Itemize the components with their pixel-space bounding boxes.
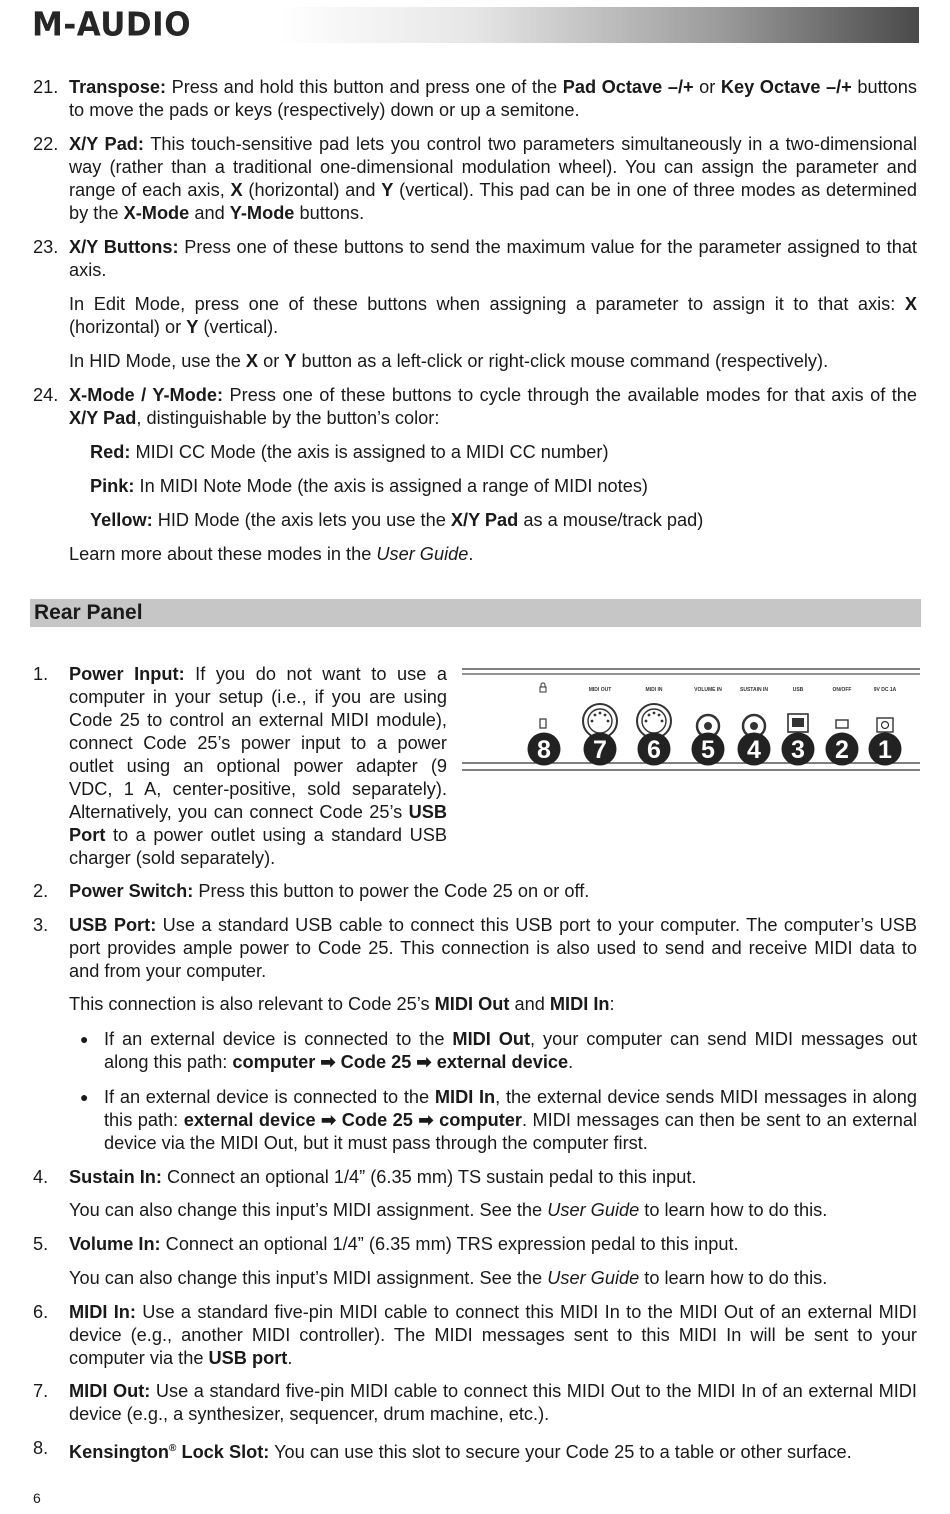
item-number: 7. [33,1381,49,1401]
text: as a mouse/track pad) [518,510,704,530]
registered-mark: ® [169,1443,177,1454]
text: and [189,203,230,223]
text: In Edit Mode, press one of these buttons when assigning a parameter to assign it to that axis: [69,294,905,314]
text: In MIDI Note Mode (the axis is assigned a range of MIDI notes) [134,476,648,496]
item-label: Volume In: [69,1234,161,1254]
text: or [258,351,285,371]
mode-label: Red: [90,442,131,462]
item-text [69,880,917,903]
bold-text: X [904,294,917,314]
item-label: Power Input: [69,664,185,684]
item-label: X/Y Pad: [69,134,144,154]
bold-text: X [245,351,259,371]
bold-text: MIDI Out [452,1029,531,1049]
callout-label: 4 [747,736,761,764]
panel-label-volume-in: VOLUME IN [694,687,722,693]
callout-8 [528,733,561,766]
power-switch-icon [836,720,848,728]
panel-label-usb: USB [792,687,804,693]
callout-6 [638,733,671,766]
item-label: MIDI Out: [69,1381,151,1401]
text: This touch-sensitive pad lets you control two parameters simultaneously in a two-dimensional way (rather than a traditional one-dimensional modulation wheel). You can assign the parameter and range of each axis, [69,134,918,200]
text: . MIDI messages can then be sent to an external device via the MIDI Out, but it must pass through the computer first. [104,1110,917,1153]
text: You can use this slot to secure your Code 25 to a table or other surface. [269,1442,852,1463]
text: You can also change this input’s MIDI assignment. See the [69,1268,548,1288]
text: This connection is also relevant to Code 25’s [69,994,435,1014]
callout-2 [826,733,859,766]
callout-4 [738,733,771,766]
text: Use a standard five-pin MIDI cable to connect this MIDI In to the MIDI Out of an external MIDI device (e.g., another MIDI controller). The MIDI messages sent to this MIDI In will be sent to your computer via the [69,1302,917,1368]
bold-text: X-Mode [123,203,190,223]
paragraph [69,1267,917,1290]
italic-text: User Guide [547,1268,640,1288]
bold-text: Y [186,317,199,337]
text: Learn more about these modes in the [69,544,377,564]
mode-line-yellow [90,509,910,532]
item-number: 24. [33,385,59,405]
item-number: 21. [33,77,59,97]
panel-label-midi-in: MIDI IN [645,687,663,693]
text: . [568,1052,574,1072]
item-text [69,1437,917,1464]
item-text [69,1233,917,1256]
text: or [693,77,721,97]
bold-text: Pad Octave –/+ [562,77,694,97]
text: You can also change this input’s MIDI assignment. See the [69,1200,548,1220]
text: Press one of these buttons to cycle through the available modes for that axis of the [223,385,917,405]
page-number: 6 [33,1490,41,1506]
callout-7 [584,733,617,766]
callout-5 [692,733,725,766]
text: Press and hold this button and press one of the [166,77,563,97]
item-text [69,663,447,870]
text: In HID Mode, use the [69,351,246,371]
mode-label: Pink: [90,476,135,496]
kensington-slot-icon [540,719,546,728]
text: (horizontal) or [69,317,187,337]
text: to learn how to do this. [639,1200,828,1220]
text: . [468,544,474,564]
callout-1 [869,733,902,766]
bold-text: USB port [208,1348,288,1368]
callout-3 [782,733,815,766]
item-number: 2. [33,881,49,901]
callout-label: 1 [878,736,892,764]
italic-text: User Guide [376,544,469,564]
text: MIDI CC Mode (the axis is assigned to a MIDI CC number) [130,442,609,462]
text: button as a left-click or right-click mouse command (respectively). [296,351,829,371]
item-label: Kensington [69,1442,170,1463]
panel-label-power: 9V DC 1A [873,687,897,693]
text: Press this button to power the Code 25 on or off. [193,881,590,901]
mode-label: Yellow: [90,510,153,530]
paragraph [69,293,917,339]
item-number: 4. [33,1167,49,1187]
paragraph [69,350,917,373]
brand-logo: M-AUDIO [32,6,192,44]
mode-line-pink [90,475,910,498]
bold-text: Y-Mode [229,203,295,223]
bold-text: MIDI In [434,1087,496,1107]
section-title: Rear Panel [34,601,143,624]
rear-panel-svg [458,666,920,778]
panel-label-midi-out: MIDI OUT [588,687,612,693]
text: If an external device is connected to the [104,1029,453,1049]
item-number: 22. [33,134,59,154]
bold-text: MIDI Out [434,994,510,1014]
panel-label-sustain-in: SUSTAIN IN [740,687,768,693]
text: buttons to move the pads or keys (respectively) down or up a semitone. [69,77,917,120]
lock-icon [540,683,546,692]
usb-port-icon [788,714,808,732]
bold-text: X [230,180,243,200]
mode-line-red [90,441,910,464]
item-number: 6. [33,1302,49,1322]
item-label: MIDI In: [69,1302,136,1322]
text: If you do not want to use a computer in your setup (i.e., if you are using Code 25 to control an external MIDI module), connect Code 25’s power input to a power outlet using an optional power adapter (9 VDC, 1 A, center-positive, sold separately). Alternatively, you can connect Code 25’s [69,664,447,822]
callout-label: 6 [647,736,661,764]
item-label: X-Mode / Y-Mode: [69,385,224,405]
text: Use a standard USB cable to connect this USB port to your computer. The computer’s USB port provides ample power to Code 25. This connection is also used to send and receive MIDI data to and from your computer. [69,915,917,981]
item-label: Power Switch: [69,881,194,901]
bullet-icon: ● [80,1031,89,1047]
bold-text: Y [284,351,297,371]
text: Use a standard five-pin MIDI cable to connect this MIDI Out to the MIDI In of an external MIDI device (e.g., a synthesizer, sequencer, drum machine, etc.). [69,1381,917,1424]
bold-text: X/Y Pad [69,408,137,428]
bullet-icon: ● [80,1089,89,1105]
item-number: 8. [33,1438,49,1458]
bold-text: MIDI In [549,994,610,1014]
panel-label-on-off: ON/OFF [832,687,852,693]
text: and [509,994,550,1014]
text: HID Mode (the axis lets you use the [152,510,451,530]
bullet-item [104,1028,917,1074]
text: buttons. [294,203,365,223]
item-number: 3. [33,915,49,935]
paragraph [69,543,917,566]
callout-label: 5 [701,736,715,764]
item-text [69,914,917,983]
text: (vertical). This pad can be in one of three modes as determined by the [69,180,918,223]
item-text [69,76,917,122]
bold-text: Key Octave –/+ [720,77,852,97]
text: Connect an optional 1/4” (6.35 mm) TRS expression pedal to this input. [160,1234,739,1254]
power-input-icon [877,718,893,732]
item-label: X/Y Buttons: [69,237,179,257]
callout-label: 2 [835,736,849,764]
text: : [609,994,615,1014]
callout-label: 8 [537,736,551,764]
item-label: Sustain In: [69,1167,162,1187]
text: (horizontal) and [242,180,382,200]
item-text [69,1166,917,1189]
paragraph [69,993,917,1016]
text: to a power outlet using a standard USB charger (sold separately). [69,825,447,868]
text: Press one of these buttons to send the maximum value for the parameter assigned to that axis. [69,237,917,280]
paragraph [69,1199,917,1222]
item-label: USB Port: [69,915,157,935]
bullet-item [104,1086,917,1155]
bold-text: X/Y Pad [450,510,519,530]
text: . [287,1348,293,1368]
italic-text: User Guide [547,1200,640,1220]
text: Connect an optional 1/4” (6.35 mm) TS sustain pedal to this input. [161,1167,697,1187]
callout-label: 3 [791,736,805,764]
bold-text: computer ➡ Code 25 ➡ external device [232,1052,569,1072]
text: , your computer can send MIDI messages out along this path: [104,1029,917,1072]
text: If an external device is connected to the [104,1087,435,1107]
item-label: Lock Slot: [176,1442,270,1463]
item-text [69,133,917,225]
header-bar [30,7,919,43]
item-number: 5. [33,1234,49,1254]
item-number: 23. [33,237,59,257]
text: , distinguishable by the button’s color: [136,408,440,428]
text: to learn how to do this. [639,1268,828,1288]
item-text [69,1380,917,1426]
item-text [69,384,917,430]
text: , the external device sends MIDI messages in along this path: [104,1087,918,1130]
bold-text: external device ➡ Code 25 ➡ computer [183,1110,522,1130]
bold-text: USB Port [69,802,447,845]
bold-text: Y [381,180,394,200]
item-text [69,236,917,282]
item-label: Transpose: [69,77,167,97]
callout-label: 7 [593,736,607,764]
item-text [69,1301,917,1370]
section-header [30,599,921,627]
rear-panel-diagram [458,666,920,778]
item-number: 1. [33,664,49,684]
text: (vertical). [198,317,279,337]
